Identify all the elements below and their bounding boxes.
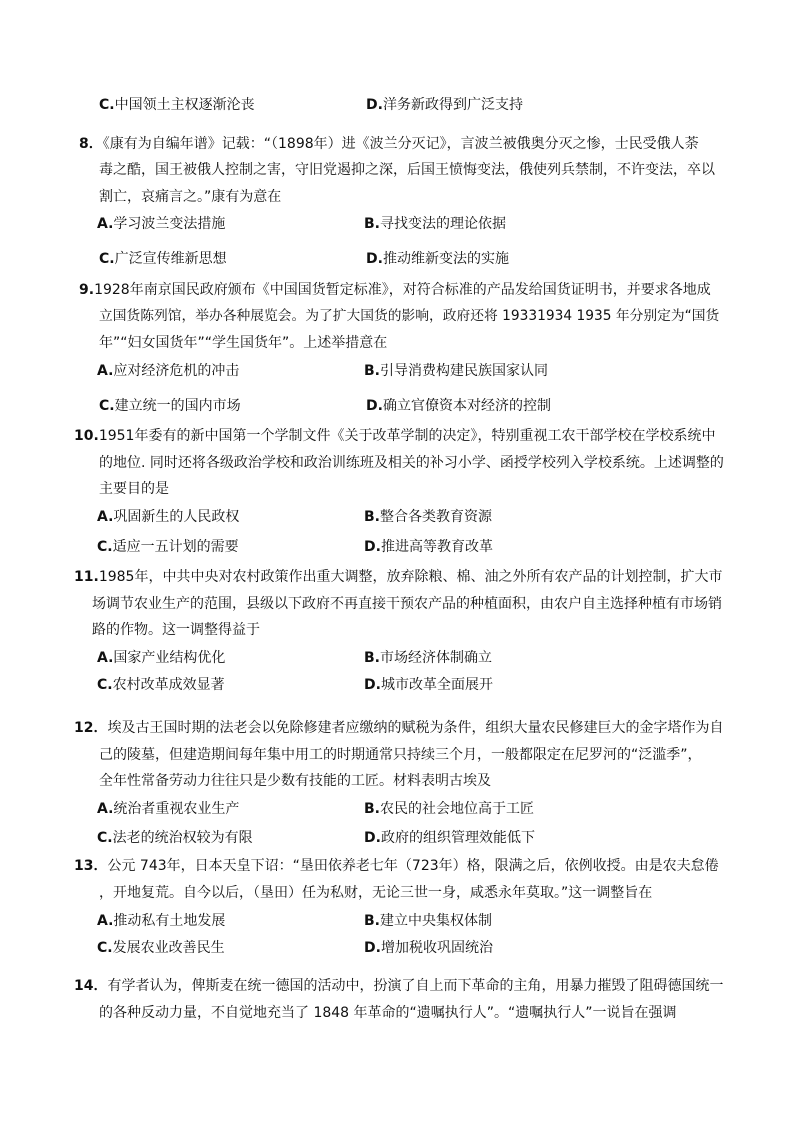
question-text: 埃及古王国时期的法老会以免除修建者应缴纳的赋税为条件，组织大量农民修建巨大的金字塔作为自 (107, 720, 724, 736)
option-letter: D. (364, 830, 381, 846)
q10-line-2: 的地位. 同时还将各级政治学校和政治训练班及相关的补习小学、函授学校列入学校系统。上述调整的 (99, 455, 724, 471)
option-letter: D. (364, 940, 381, 956)
option-text: 市场经济体制确立 (380, 650, 492, 666)
q13-option-d (364, 938, 493, 958)
option-text: 推进高等教育改革 (380, 539, 493, 555)
q10-option-d (364, 537, 493, 557)
q10-line-3: 主要目的是 (99, 481, 169, 497)
option-letter: A. (97, 216, 114, 232)
option-letter: C. (99, 398, 115, 414)
option-text: 广泛宣传维新思想 (114, 251, 227, 267)
q12-line-2: 己的陵墓，但建造期间每年集中用工的时期通常只持续三个月，一般都限定在尼罗河的“泛滥季”， (99, 747, 702, 763)
question-text: 1928年南京国民政府颁布《中国国货暂定标准》，对符合标准的产品发给国货证明书，并要求各地成 (94, 282, 711, 298)
q11-line-2: 场调节农业生产的范围，县级以下政府不再直接干预农产品的种植面积，由农户自主选择种植有市场销 (92, 596, 722, 612)
question-number: 9. (79, 282, 95, 298)
option-letter: D. (366, 398, 383, 414)
option-text: 统治者重视农业生产 (113, 801, 240, 817)
option-letter: C. (97, 677, 113, 693)
q11-option-c (97, 675, 225, 695)
option-text: 中国领土主权逐渐沦丧 (114, 97, 255, 113)
option-text: 城市改革全面展开 (380, 677, 493, 693)
question-text: 公元 743年，日本天皇下诏：“垦田依养老七年（723年）格，限满之后，依例收授。由是农夫怠倦 (107, 858, 719, 874)
q9-line-1 (79, 280, 711, 300)
option-text: 国家产业结构优化 (113, 650, 226, 666)
option-letter: C. (99, 97, 115, 113)
q12-option-a (97, 799, 239, 819)
q7-option-d (366, 95, 523, 115)
q9-line-3: 年”“妇女国货年”“学生国货年”。上述举措意在 (99, 335, 388, 351)
question-text: 《康有为自编年谱》记载：“（1898年）进《波兰分灭记》，言波兰被俄奥分灭之惨，士民受俄人荼 (102, 136, 699, 152)
option-text: 巩固新生的人民政权 (113, 509, 240, 525)
option-letter: A. (97, 801, 114, 817)
question-number: 8． (79, 136, 103, 152)
option-text: 学习波兰变法措施 (113, 216, 226, 232)
q10-option-b (364, 507, 492, 527)
option-letter: A. (97, 913, 114, 929)
q9-option-d (366, 396, 551, 416)
q10-option-c (97, 537, 239, 557)
option-letter: C. (97, 539, 113, 555)
q12-line-1 (74, 718, 723, 738)
q13-option-b (364, 911, 492, 931)
q12-option-d (364, 828, 535, 848)
option-letter: D. (366, 97, 383, 113)
q12-option-b (364, 799, 534, 819)
q11-option-a (97, 648, 225, 668)
option-letter: B. (364, 216, 380, 232)
q12-line-3: 全年性常备劳动力往往只是少数有技能的工匠。材料表明古埃及 (99, 773, 491, 789)
q9-line-2: 立国货陈列馆，举办各种展览会。为了扩大国货的影响，政府还将 19331934 1935 年分别定为“国货 (99, 308, 720, 324)
option-letter: B. (364, 509, 380, 525)
q8-option-c (99, 249, 227, 269)
question-text: 1985年，中共中央对农村政策作出重大调整，放弃除粮、棉、油之外所有农产品的计划控制，扩大市 (98, 569, 723, 585)
option-letter: B. (364, 363, 380, 379)
option-text: 引导消费构建民族国家认同 (380, 363, 548, 379)
option-text: 发展农业改善民生 (112, 940, 225, 956)
question-number: 14． (74, 978, 108, 994)
q13-line-1 (74, 856, 719, 876)
q14-line-2: 的各种反动力量，不自觉地充当了 1848 年革命的“遗嘱执行人”。“遗嘱执行人”一说旨在强调 (99, 1005, 677, 1021)
option-letter: D. (366, 251, 383, 267)
option-letter: A. (97, 363, 114, 379)
q11-option-d (364, 675, 493, 695)
option-text: 农村改革成效显著 (112, 677, 225, 693)
option-text: 政府的组织管理效能低下 (380, 830, 535, 846)
question-number: 10. (74, 428, 99, 444)
q8-line-2: 毒之酷，国王被俄人控制之害，守旧党遏抑之深，后国王愤悔变法，俄使列兵禁制，不许变法，卒以 (99, 162, 715, 178)
q8-option-d (366, 249, 509, 269)
option-text: 增加税收巩固统治 (380, 940, 493, 956)
option-letter: B. (364, 913, 380, 929)
q10-line-1 (74, 426, 715, 446)
option-text: 洋务新政得到广泛支持 (382, 97, 523, 113)
option-letter: D. (364, 677, 381, 693)
q12-option-c (97, 828, 253, 848)
option-letter: C. (97, 940, 113, 956)
question-number: 12． (74, 720, 108, 736)
q9-option-c (99, 396, 241, 416)
option-letter: C. (99, 251, 115, 267)
option-text: 推动维新变法的实施 (382, 251, 509, 267)
q9-option-b (364, 361, 548, 381)
q13-option-c (97, 938, 225, 958)
q13-line-2: ，开地复荒。自今以后，（垦田）任为私财，无论三世一身，咸悉永年莫取。”这一调整旨在 (99, 885, 653, 901)
option-text: 适应一五计划的需要 (112, 539, 239, 555)
option-text: 建立中央集权体制 (380, 913, 492, 929)
option-letter: A. (97, 650, 114, 666)
option-text: 法老的统治权较为有限 (112, 830, 253, 846)
question-text: 有学者认为，俾斯麦在统一德国的活动中，扮演了自上而下革命的主角，用暴力摧毁了阻碍德国统一 (107, 978, 724, 994)
q8-option-a (97, 214, 225, 234)
question-number: 11. (74, 569, 99, 585)
q14-line-1 (74, 976, 723, 996)
option-text: 应对经济危机的冲击 (113, 363, 240, 379)
option-letter: D. (364, 539, 381, 555)
option-text: 整合各类教育资源 (380, 509, 492, 525)
option-text: 推动私有土地发展 (113, 913, 226, 929)
question-text: 1951年委有的新中国第一个学制文件《关于改革学制的决定》，特别重视工农干部学校在学校系统中 (98, 428, 716, 444)
q11-line-1 (74, 567, 722, 587)
q8-line-3: 割亡，哀痛言之。”康有为意在 (99, 189, 282, 205)
option-text: 建立统一的国内市场 (114, 398, 241, 414)
option-text: 寻找变法的理论依据 (380, 216, 506, 232)
q9-option-a (97, 361, 239, 381)
q11-option-b (364, 648, 492, 668)
question-number: 13． (74, 858, 108, 874)
option-text: 确立官僚资本对经济的控制 (382, 398, 551, 414)
q8-option-b (364, 214, 506, 234)
option-letter: C. (97, 830, 113, 846)
q7-option-c (99, 95, 255, 115)
q11-line-3: 路的作物。这一调整得益于 (92, 622, 260, 638)
q10-option-a (97, 507, 239, 527)
option-letter: B. (364, 801, 380, 817)
q8-line-1 (79, 134, 699, 154)
q13-option-a (97, 911, 225, 931)
option-text: 农民的社会地位高于工匠 (380, 801, 534, 817)
option-letter: B. (364, 650, 380, 666)
option-letter: A. (97, 509, 114, 525)
